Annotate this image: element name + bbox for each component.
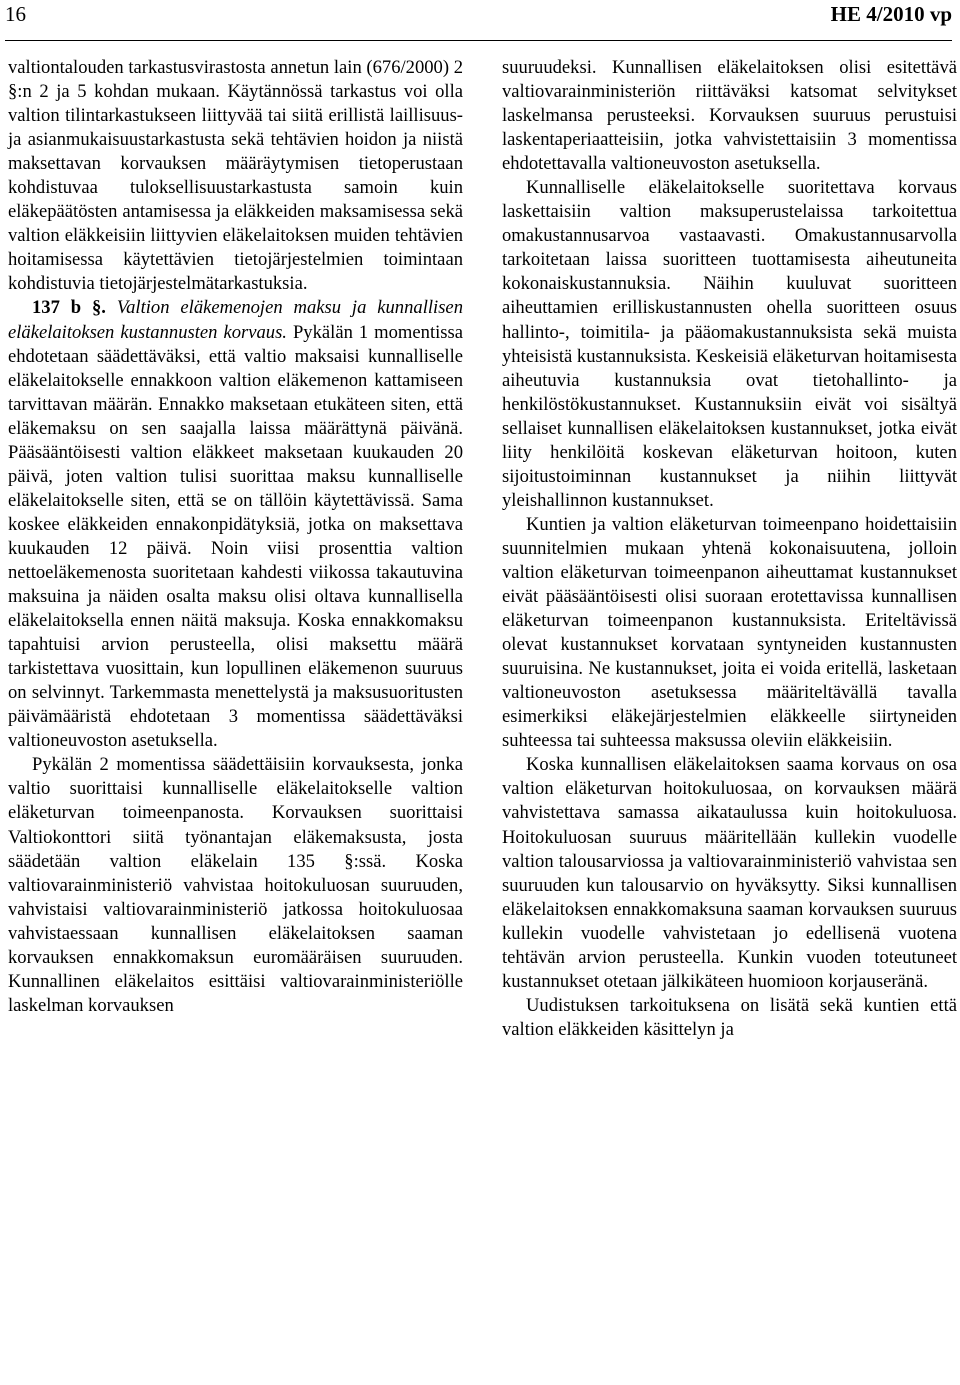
- section-number: 137 b §.: [32, 297, 106, 319]
- section-body: Pykälän 1 momentissa ehdotetaan säädettäväksi, että valtio maksaisi kunnalliselle eläkelaitokselle ennakkoon valtion eläkemenon kattamiseen tarvittavan määrän. Ennakko maksetaan etukäteen siten, että eläkemaksu on sen saajalla laissa määrättynä päivänä. Pääsääntöisesti valtion eläkkeet maksetaan kuukauden 20 päivä, joten valtion tulisi suorittaa maksu kunnalliselle eläkelaitokselle siten, että se on tällöin käytettävissä. Sama koskee eläkkeiden ennakonpidätyksiä, jotka on maksettava kuukauden 12 päivä. Noin viisi prosenttia valtion nettoeläkemenosta suoritetaan kahdesti viikossa takautuvina maksuina ja näiden osalta maksu olisi oltava kunnallisella eläkelaitoksella ennen näitä maksuja. Koska ennakkomaksu tapahtuisi arvion perusteella, olisi maksettu määrä tarkistettava vuosittain, kun lopullinen eläkemenon suuruus on selvinnyt. Tarkemmasta menettelystä ja maksusuoritusten päivämääristä ehdotetaan 3 momentissa säädettäväksi valtioneuvoston asetuksella.: [8, 321, 463, 752]
- paragraph: valtiontalouden tarkastusvirastosta annetun lain (676/2000) 2 §:n 2 ja 5 kohdan mukaan. Käytännössä tarkastus voi olla valtion tilintarkastukseen liittyvää tai siitä erillistä laillisuus- ja asianmukaisuustarkastusta sekä tehtävien hoidon ja niistä maksettavan korvauksen määräytymisen tietoperustaan kohdistuvaa tuloksellisuustarkastusta samoin kuin eläkepäätösten antamisessa ja eläkkeiden maksamisessa sekä valtion eläkkeisiin liittyvien eläkelaitoksen muiden tehtävien hoitamisessa käytettävien tietojärjestelmien toimintaan kohdistuvia tietojärjestelmätarkastuksia.: [8, 57, 463, 295]
- section-paragraph: [8, 296, 463, 753]
- paragraph: Pykälän 2 momentissa säädettäisiin korvauksesta, jonka valtio suorittaisi kunnalliselle eläkelaitokselle valtion eläketurvan toimeenpanosta. Korvauksen suorittaisi Valtiokonttori siitä työnantajan eläkemaksusta, josta säädetään valtion eläkelain 135 §:ssä. Koska valtiovarainministeriö vahvistaa hoitokuluosan suuruuden, vahvistaisi valtiovarainministeriö jatkossa hoitokuluosaa vahvistaessaan kunnallisen eläkelaitoksen saaman korvauksen ennakkomaksun euromääräisen suuruuden. Kunnallinen eläkelaitos esittäisi valtiovarainministeriölle laskelman korvauksen: [8, 754, 463, 1016]
- document-id: HE 4/2010 vp: [830, 2, 952, 26]
- right-column: [502, 56, 957, 1042]
- paragraph: Uudistuksen tarkoituksena on lisätä sekä kuntien että valtion eläkkeiden käsittelyn ja: [502, 994, 957, 1040]
- page-header: [5, 2, 952, 36]
- page-number: 16: [5, 2, 26, 26]
- header-rule: [5, 40, 952, 41]
- paragraph: suuruudeksi. Kunnallisen eläkelaitoksen olisi esitettävä valtiovarainministeriön riittäväksi katsomat selvitykset laskelmansa perusteeksi. Korvauksen suuruus perustuisi laskentaperiaatteisiin, jotka vahvistettaisiin 3 momentissa ehdotettavalla valtioneuvoston asetuksella.: [502, 57, 957, 175]
- section-title: Valtion eläkemenojen maksu ja kunnallisen eläkelaitoksen kustannusten korvaus.: [8, 297, 463, 343]
- left-column: [8, 56, 463, 1018]
- paragraph: Kunnalliselle eläkelaitokselle suoritettava korvaus laskettaisiin valtion maksuperustelaissa tarkoitettua omakustannusarvoa vastaavasti. Omakustannusarvolla tarkoitetaan laissa suoritteen tuottamisesta aiheutuneita kokonaiskustannuksia. Näihin kuuluvat suoritteen aiheuttamien erilliskustannusten ohella suoritteen osuus hallinto-, toimitila- ja pääomakustannuksista sekä muista yhteisistä kustannuksista. Keskeisiä eläketurvan hoitamisesta aiheutuvia kustannuksia ovat tietohallinto- ja henkilöstökustannukset. Kustannuksiin eivät voi sisältyä sellaiset kunnallisen eläkelaitoksen kustannukset, jotka eivät liity henkilöitä koskevan eläketurvan hoitoon, kuten sijoitustoiminnan kustannukset ja niihin liittyvät yleishallinnon kustannukset.: [502, 177, 957, 511]
- paragraph: Kuntien ja valtion eläketurvan toimeenpano hoidettaisiin suunnitelmien mukaan yhtenä kokonaisuutena, jolloin valtion eläketurvan toimeenpanon aiheuttamat kustannukset eivät pääsääntöisesti olisi suoraan erotettavissa kunnallisen eläketurvan toimeenpanon kustannuksista. Eriteltävissä olevat kustannukset korvataan syntyneiden kustannusten suuruisina. Ne kustannukset, joita ei voida eritellä, lasketaan valtioneuvoston asetuksessa määriteltävällä tavalla esimerkiksi eläkejärjestelmien eläkkeelle siirtyneiden suhteessa tai suhteessa maksussa oleviin eläkkeisiin.: [502, 513, 957, 752]
- paragraph: Koska kunnallisen eläkelaitoksen saama korvaus on osa valtion eläketurvan hoitokuluosaa, on korvauksen määrä vahvistettava samassa aikataulussa kuin hoitokuluosa. Hoitokuluosan suuruus määritellään kullekin vuodelle valtion talousarviossa ja valtiovarainministeriö vahvistaa sen suuruuden kun talousarvio on hyväksytty. Siksi kunnallisen eläkelaitoksen ennakkomaksuna saaman korvauksen suuruus kullekin vuodelle vahvistetaan jo edellisenä vuotena tehtävän arvion perusteella. Kunkin vuoden toteutuneet kustannukset otetaan jälkikäteen huomioon korjauseränä.: [502, 754, 957, 992]
